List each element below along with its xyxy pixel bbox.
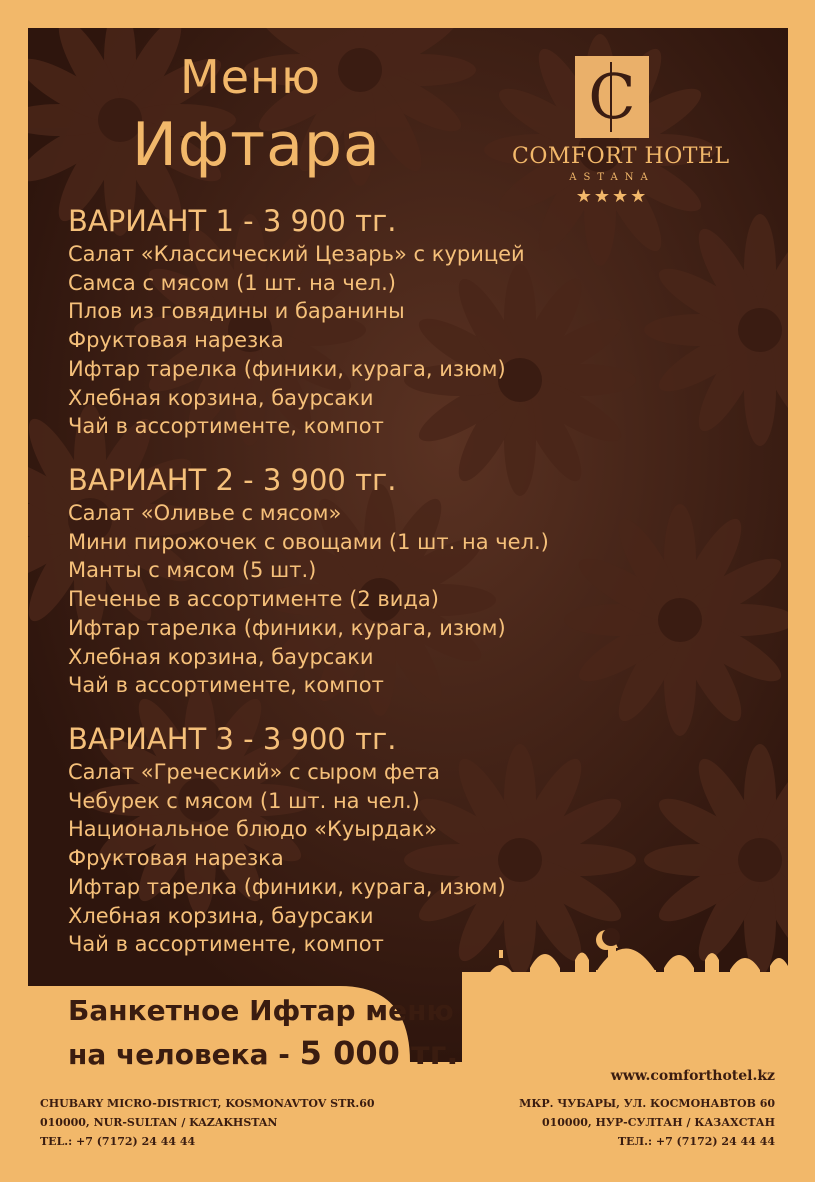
menu-item: Салат «Классический Цезарь» с курицей bbox=[68, 242, 525, 266]
page-title-line2: Ифтара bbox=[132, 110, 381, 180]
menu-item: Манты с мясом (5 шт.) bbox=[68, 558, 317, 583]
option-heading: ВАРИАНТ 2 - 3 900 тг. bbox=[68, 463, 397, 497]
menu-item: Ифтар тарелка (финики, курага, изюм) bbox=[68, 874, 506, 899]
menu-item: Мини пирожочек с овощами (1 шт. на чел.) bbox=[68, 529, 549, 554]
option-heading: ВАРИАНТ 1 - 3 900 тг. bbox=[68, 204, 397, 238]
hotel-logo-icon bbox=[575, 56, 649, 138]
menu-item: Фруктовая нарезка bbox=[68, 846, 284, 871]
website-link[interactable]: www.comforthotel.kz bbox=[610, 1068, 775, 1084]
hotel-logo bbox=[575, 56, 649, 138]
menu-option-3 bbox=[68, 720, 506, 959]
menu-item: Фруктовая нарезка bbox=[68, 328, 284, 353]
menu-item: Ифтар тарелка (финики, курага, изюм) bbox=[68, 356, 506, 381]
menu-item: Хлебная корзина, баурсаки bbox=[68, 903, 374, 928]
hotel-name: COMFORT HOTEL bbox=[512, 144, 730, 169]
menu-item: Ифтар тарелка (финики, курага, изюм) bbox=[68, 615, 506, 640]
menu-item: Печенье в ассортименте (2 вида) bbox=[68, 587, 439, 612]
menu-item: Хлебная корзина, баурсаки bbox=[68, 385, 374, 410]
menu-item: Хлебная корзина, баурсаки bbox=[68, 644, 374, 669]
banquet-offer bbox=[68, 990, 458, 1076]
page-title-line1: Меню bbox=[180, 50, 321, 104]
banquet-line1: Банкетное Ифтар меню bbox=[68, 994, 454, 1027]
logo-letter: C bbox=[588, 60, 636, 133]
banquet-label: на человека - bbox=[68, 1038, 300, 1071]
menu-item: Самса с мясом (1 шт. на чел.) bbox=[68, 270, 396, 295]
address-line: МКР. ЧУБАРЫ, УЛ. КОСМОНАВТОВ 60 bbox=[519, 1097, 775, 1110]
address-english bbox=[40, 1094, 375, 1151]
menu-item: Салат «Греческий» с сыром фета bbox=[68, 760, 441, 784]
menu-item: Чай в ассортименте, компот bbox=[68, 932, 384, 957]
menu-item: Национальное блюдо «Куырдак» bbox=[68, 817, 438, 842]
banquet-line2 bbox=[68, 1032, 458, 1076]
menu-option-1 bbox=[68, 202, 525, 441]
hotel-city: ASTANA bbox=[569, 172, 655, 183]
phone-line: TEL.: +7 (7172) 24 44 44 bbox=[40, 1135, 196, 1148]
menu-item: Плов из говядины и баранины bbox=[68, 299, 405, 324]
phone-line: ТЕЛ.: +7 (7172) 24 44 44 bbox=[617, 1135, 775, 1148]
address-line: 010000, NUR-SULTAN / KAZAKHSTAN bbox=[40, 1116, 278, 1129]
hotel-stars: ★★★★ bbox=[575, 186, 649, 207]
menu-item: Чай в ассортименте, компот bbox=[68, 414, 384, 439]
option-heading: ВАРИАНТ 3 - 3 900 тг. bbox=[68, 722, 397, 756]
address-line: 010000, НУР-СУЛТАН / КАЗАХСТАН bbox=[541, 1116, 775, 1129]
address-russian bbox=[519, 1094, 775, 1151]
menu-item: Салат «Оливье с мясом» bbox=[68, 501, 342, 525]
banquet-price: 5 000 тг. bbox=[299, 1034, 459, 1072]
menu-item: Чебурек с мясом (1 шт. на чел.) bbox=[68, 788, 420, 813]
menu-item: Чай в ассортименте, компот bbox=[68, 673, 384, 698]
menu-option-2 bbox=[68, 461, 549, 700]
address-line: CHUBARY MICRO-DISTRICT, KOSMONAVTOV STR.60 bbox=[40, 1097, 375, 1110]
